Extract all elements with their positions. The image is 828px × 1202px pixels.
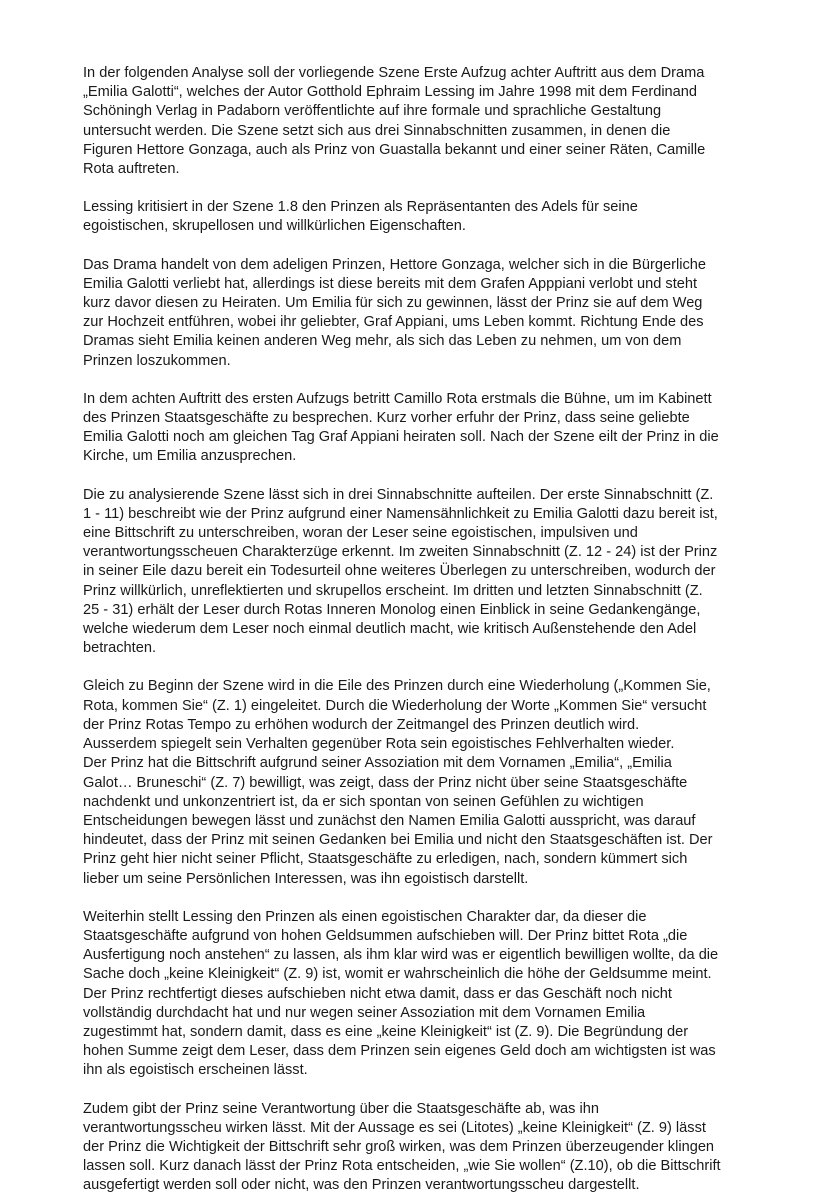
- paragraph-analysis-haste: Gleich zu Beginn der Szene wird in die Eile des Prinzen durch eine Wiederholung („Kommen Sie, Rota, kommen Sie“ (Z. 1) eingeleitet. Durch die Wiederholung der Worte „Kommen Sie“ versucht der Prinz Rotas Tempo zu erhöhen wodurch der Zeitmangel des Prinzen deutlich wird. Ausserdem spiegelt sein Verhalten gegenüber Rota sein egoistisches Fehlverhalten wieder. Der Prinz hat die Bittschrift aufgrund seiner Assoziation mit dem Vornamen „Emilia“, „Emilia Galot… Bruneschi“ (Z. 7) bewilligt, was zeigt, dass der Prinz nicht über seine Staatsgeschäfte nachdenkt und unkonzentriert ist, da er sich spontan von seinen Gefühlen zu wichtigen Entscheidungen bewegen lässt und zunächst den Namen Emilia Galotti ausspricht, was darauf hindeutet, dass der Prinz mit seinen Gedanken bei Emilia und nicht den Staatsgeschäften ist. Der Prinz geht hier nicht seiner Pflicht, Staatsgeschäfte zu erledigen, nach, sondern kümmert sich lieber um seine Persönlichen Interessen, was ihn egoistisch darstellt.: [83, 678, 713, 887]
- paragraph-plot-summary: Das Drama handelt von dem adeligen Prinzen, Hettore Gonzaga, welcher sich in die Bürgerliche Emilia Galotti verliebt hat, allerdings ist diese bereits mit dem Grafen Apppiani verlobt und steht kurz davor diesen zu Heiraten. Um Emilia für sich zu gewinnen, lässt der Prinz sie auf dem Weg zur Hochzeit entführen, wobei ihr geliebter, Graf Appiani, ums Leben kommt. Richtung Ende des Dramas sieht Emilia keinen anderen Weg mehr, als sich das Leben zu nehmen, um von dem Prinzen loszukommen.: [83, 256, 706, 369]
- paragraph-thesis: Lessing kritisiert in der Szene 1.8 den Prinzen als Repräsentanten des Adels für seine egoistischen, skrupellosen und willkürlichen Eigenschaften.: [83, 199, 638, 235]
- paragraph-scene-structure: Die zu analysierende Szene lässt sich in drei Sinnabschnitte aufteilen. Der erste Sinnabschnitt (Z. 1 - 11) beschreibt wie der Prinz aufgrund einer Namensähnlichkeit zu Emilia Galotti dazu bereit ist, eine Bittschrift zu unterschreiben, woran der Leser seine egoistischen, impulsiven und verantwortungsscheuen Charakterzüge erkennt. Im zweiten Sinnabschnitt (Z. 12 - 24) ist der Prinz in seiner Eile dazu bereit ein Todesurteil ohne weiteres Überlegen zu unterschreiben, wodurch der Prinz willkürlich, unreflektierten und skrupellos erscheint. Im dritten und letzten Sinnabschnitt (Z. 25 - 31) erhält der Leser durch Rotas Inneren Monolog einen Einblick in seine Gedankengänge, welche wiederum dem Leser noch einmal deutlich macht, wie kritisch Außenstehende den Adel betrachten.: [83, 486, 718, 657]
- paragraph-scene-context: In dem achten Auftritt des ersten Aufzugs betritt Camillo Rota erstmals die Bühne, um im Kabinett des Prinzen Staatsgeschäfte zu besprechen. Kurz vorher erfuhr der Prinz, dass seine geliebte Emilia Galotti noch am gleichen Tag Graf Appiani heiraten soll. Nach der Szene eilt der Prinz in die Kirche, um Emilia anzusprechen.: [83, 390, 719, 465]
- paragraph-analysis-responsibility: Zudem gibt der Prinz seine Verantwortung über die Staatsgeschäfte ab, was ihn verantwortungsscheu wirken lässt. Mit der Aussage es sei (Litotes) „keine Kleinigkeit“ (Z. 9) lässt der Prinz die Wichtigkeit der Bittschrift sehr groß wirken, was dem Prinzen überzeugender klingen lassen soll. Kurz danach lässt der Prinz Rota entscheiden, „wie Sie wollen“ (Z.10), ob die Bittschrift ausgefertigt werden soll oder nicht, was den Prinzen verantwortungsscheu dargestellt.: [83, 1100, 721, 1194]
- paragraph-analysis-egoism: Weiterhin stellt Lessing den Prinzen als einen egoistischen Charakter dar, da dieser die Staatsgeschäfte aufgrund von hohen Geldsummen aufschieben will. Der Prinz bittet Rota „die Ausfertigung noch anstehen“ zu lassen, als ihm klar wird was er eigentlich bewilligen wollte, da die Sache doch „keine Kleinigkeit“ (Z. 9) ist, womit er wahrscheinlich die höhe der Geldsumme meint. Der Prinz rechtfertigt dieses aufschieben nicht etwa damit, dass er das Geschäft noch nicht vollständig durchdacht hat und nur wegen seiner Assoziation mit dem Vornamen Emilia zugestimmt hat, sondern damit, dass es eine „keine Kleinigkeit“ ist (Z. 9). Die Begründung der hohen Summe zeigt dem Leser, dass dem Prinzen sein eigenes Geld doch am wichtigsten ist was ihn als egoistisch erscheinen lässt.: [83, 908, 719, 1079]
- paragraph-introduction: In der folgenden Analyse soll der vorliegende Szene Erste Aufzug achter Auftritt aus dem Drama „Emilia Galotti“, welches der Autor Gotthold Ephraim Lessing im Jahre 1998 mit dem Ferdinand Schöningh Verlag in Padaborn veröffentlichte auf ihre formale und sprachliche Gestaltung untersucht werden. Die Szene setzt sich aus drei Sinnabschnitten zusammen, in denen die Figuren Hettore Gonzaga, auch als Prinz von Guastalla bekannt und einer seiner Räten, Camille Rota auftreten.: [83, 65, 706, 178]
